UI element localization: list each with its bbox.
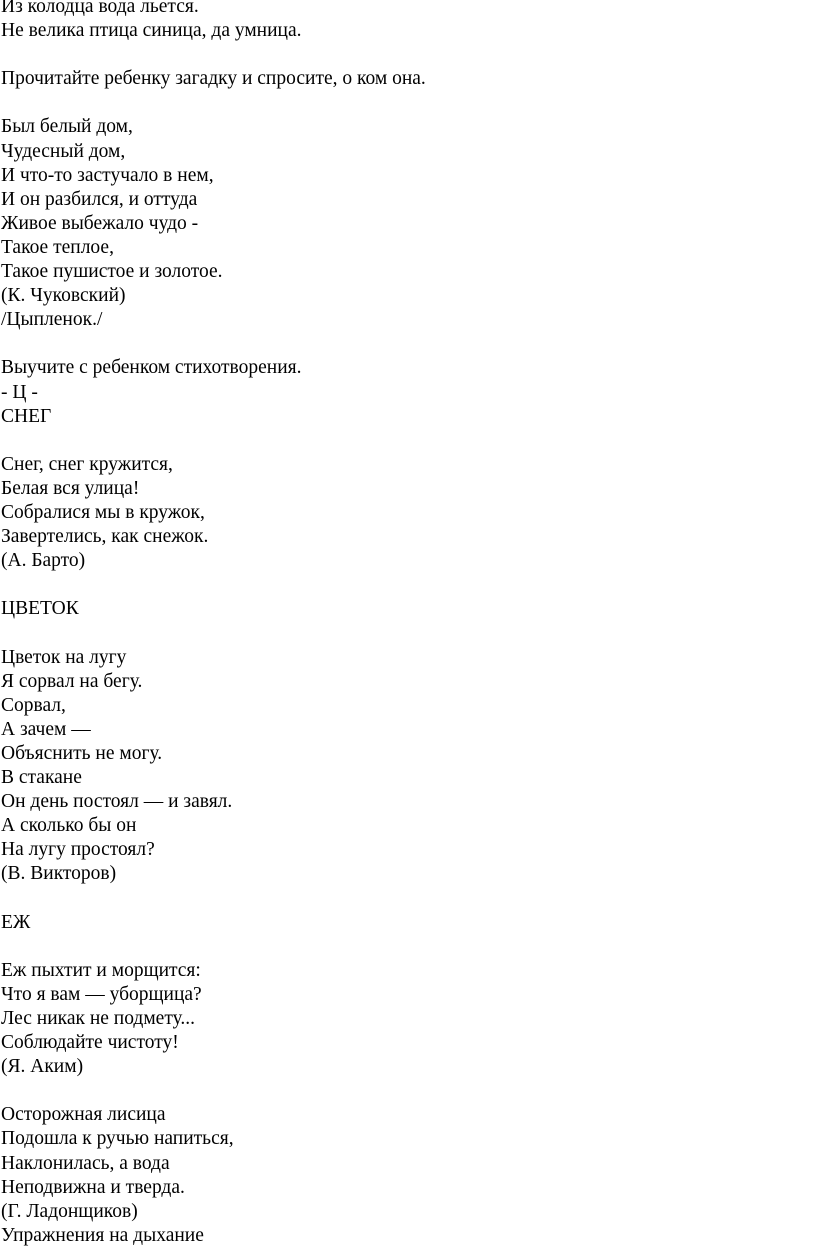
poem-line: И он разбился, и оттуда: [1, 188, 198, 210]
poem-line: Такое теплое,: [1, 236, 114, 258]
poem-line: Соблюдайте чистоту!: [1, 1032, 179, 1054]
poem-line: Объяснить не могу.: [1, 742, 163, 764]
poem-author: (А. Барто): [1, 550, 86, 572]
blank-line: [1, 1079, 811, 1103]
blank-line: [1, 621, 811, 645]
poem-line: Чудесный дом,: [1, 140, 126, 162]
blank-line: [1, 886, 811, 910]
poem-line: Наклонилась, а вода: [1, 1152, 170, 1174]
poem-line: Собралися мы в кружок,: [1, 501, 205, 523]
text-line: Не велика птица синица, да умница.: [1, 20, 302, 42]
poem-title: ЦВЕТОК: [1, 598, 79, 620]
poem-line: Еж пыхтит и морщится:: [1, 959, 201, 981]
instruction-line: Прочитайте ребенку загадку и спросите, о ком она.: [1, 68, 426, 90]
blank-line: [1, 935, 811, 959]
blank-line: [1, 332, 811, 356]
poem-author: (Г. Ладонщиков): [1, 1200, 138, 1222]
blank-line: [1, 429, 811, 453]
poem-line: Был белый дом,: [1, 116, 133, 138]
blank-line: [1, 573, 811, 597]
poem-line: Что я вам — уборщица?: [1, 983, 202, 1005]
poem-title: СНЕГ: [1, 405, 52, 427]
section-heading: Упражнения на дыхание: [1, 1224, 204, 1246]
blank-line: [1, 91, 811, 115]
poem-line: И что-то застучало в нем,: [1, 164, 214, 186]
poem-line: Снег, снег кружится,: [1, 453, 173, 475]
instruction-line: Выучите с ребенком стихотворения.: [1, 357, 302, 379]
poem-line: На лугу простоял?: [1, 839, 155, 861]
poem-author: (К. Чуковский): [1, 285, 126, 307]
poem-line: Подошла к ручью напиться,: [1, 1128, 234, 1150]
poem-line: Лес никак не подмету...: [1, 1007, 196, 1029]
document-page: [1, 0, 811, 1248]
poem-line: В стакане: [1, 767, 82, 788]
poem-author: (Я. Аким): [1, 1056, 84, 1078]
poem-line: А сколько бы он: [1, 815, 137, 837]
poem-line: Такое пушистое и золотое.: [1, 261, 223, 283]
poem-title: ЕЖ: [1, 911, 31, 933]
poem-author: (В. Викторов): [1, 863, 117, 885]
poem-line: Белая вся улица!: [1, 477, 140, 499]
blank-line: [1, 43, 811, 67]
poem-line: Сорвал,: [1, 694, 66, 716]
poem-line: Цветок на лугу: [1, 646, 127, 668]
poem-line: А зачем —: [1, 718, 91, 740]
poem-line: Неподвижна и тверда.: [1, 1176, 185, 1198]
text-line: Из колодца вода льется.: [1, 0, 199, 17]
poem-line: Осторожная лисица: [1, 1104, 166, 1126]
poem-line: Живое выбежало чудо -: [1, 212, 199, 234]
riddle-answer: /Цыпленок./: [1, 309, 103, 331]
section-marker: - Ц -: [1, 381, 38, 403]
poem-line: Завертелись, как снежок.: [1, 526, 209, 548]
poem-line: Я сорвал на бегу.: [1, 670, 143, 692]
poem-line: Он день постоял — и завял.: [1, 791, 233, 813]
